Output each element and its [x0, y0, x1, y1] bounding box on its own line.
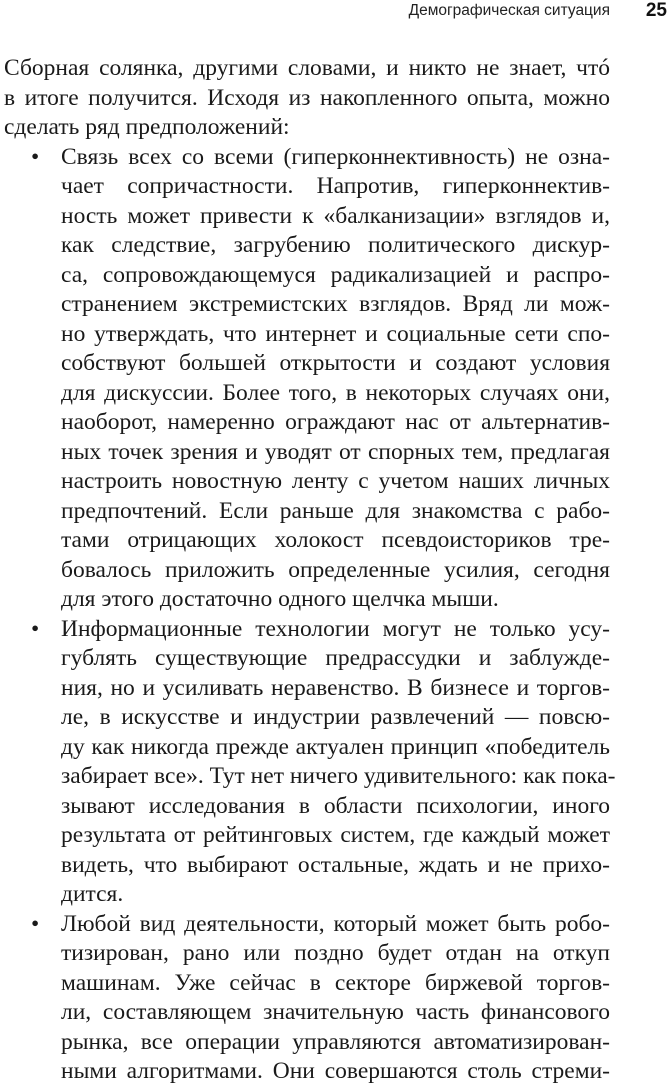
body-text	[4, 54, 616, 1087]
text-line: дится.	[61, 881, 124, 907]
bullet-marker: •	[31, 910, 40, 937]
intro-paragraph	[4, 54, 610, 143]
text-line: Сборная солянка, другими словами, и никто не знает, чтó	[4, 55, 610, 81]
text-line: Информационные технологии могут не только усу-	[61, 615, 610, 642]
text-line: са, сопровождающемуся радикализацией и распро-	[61, 261, 610, 288]
bullet-item	[4, 143, 610, 615]
bullet-item	[4, 910, 610, 1087]
text-line: тизирован, рано или поздно будет отдан на откуп	[61, 940, 610, 966]
text-line: бовалось приложить определенные усилия, сегодня	[61, 556, 610, 583]
running-title: Демографическая ситуация	[408, 2, 610, 19]
text-line: Связь всех со всеми (гиперконнективность) не озна-	[61, 143, 610, 170]
text-line: забирает все». Тут нет ничего удивительного: как пока-	[61, 763, 616, 789]
bullet-item	[4, 615, 616, 910]
page-header	[0, 0, 670, 24]
bullet-marker: •	[31, 143, 40, 170]
text-line: но утверждать, что интернет и социальные сети спо-	[61, 320, 610, 347]
text-line: настроить новостную ленту с учетом наших личных	[61, 468, 610, 494]
text-line: наоборот, намеренно ограждают нас от альтернатив-	[61, 409, 610, 435]
text-line: в итоге получится. Исходя из накопленного опыта, можно	[4, 84, 610, 111]
text-line: сделать ряд предположений:	[4, 114, 290, 140]
text-line: ными алгоритмами. Они совершаются столь стреми-	[61, 1058, 610, 1084]
page-number: 25	[645, 0, 667, 21]
text-line: ность может привести к «балканизации» взглядов и,	[61, 202, 610, 229]
text-line: рынка, все операции управляются автоматизирован-	[61, 1028, 610, 1055]
text-line: ли, составляющем значительную часть финансового	[61, 999, 610, 1025]
text-line: собствуют большей открытости и создают условия	[61, 350, 610, 376]
text-line: предпочтений. Если раньше для знакомства с рабо-	[61, 497, 610, 524]
text-line: гублять существующие предрассудки и заблужде-	[61, 645, 610, 671]
text-line: чает сопричастности. Напротив, гиперконнектив-	[61, 173, 610, 199]
text-line: ду как никогда прежде актуален принцип «победитель	[61, 733, 610, 760]
text-line: тами отрицающих холокост псевдоисториков тре-	[61, 527, 610, 553]
text-line: для этого достаточно одного щелчка мыши.	[61, 586, 499, 612]
text-line: ле, в искусстве и индустрии развлечений — повсю-	[61, 704, 610, 730]
text-line: Любой вид деятельности, который может быть робо-	[61, 910, 610, 937]
text-line: машинам. Уже сейчас в секторе биржевой торгов-	[61, 969, 610, 996]
text-line: как следствие, загрубению политического дискур-	[61, 232, 610, 258]
text-line: видеть, что выбирают остальные, ждать и не прихо-	[61, 851, 610, 878]
text-line: ных точек зрения и уводят от спорных тем, предлагая	[61, 438, 610, 465]
text-line: зывают исследования в области психологии, иного	[61, 792, 610, 819]
bullet-marker: •	[31, 615, 40, 642]
text-line: странением экстремистских взглядов. Вряд ли мож-	[61, 291, 610, 317]
text-line: результата от рейтинговых систем, где каждый может	[61, 822, 610, 848]
text-line: для дискуссии. Более того, в некоторых случаях они,	[61, 379, 610, 406]
text-line: ния, но и усиливать неравенство. В бизнесе и торгов-	[61, 674, 610, 701]
